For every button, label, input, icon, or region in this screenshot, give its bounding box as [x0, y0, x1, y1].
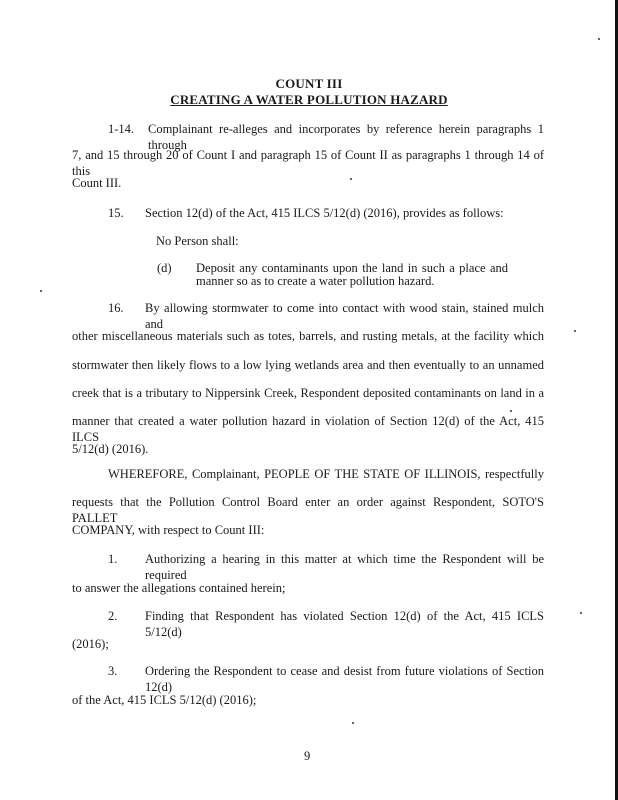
relief-item-number: 1.: [108, 552, 118, 566]
paragraph-number: 15.: [108, 206, 124, 220]
relief-item-text: Authorizing a hearing in this matter at which time the Respondent will be required: [145, 552, 544, 582]
quote-sub-label: (d): [157, 261, 172, 275]
paragraph-text: other miscellaneous materials such as totes, barrels, and rusting metals, at the facility which: [72, 329, 544, 343]
paragraph-text: 7, and 15 through 20 of Count I and paragraph 15 of Count II as paragraphs 1 through 14 of this: [72, 148, 544, 178]
page-number: 9: [304, 749, 311, 763]
wherefore-text: requests that the Pollution Control Board enter an order against Respondent, SOTO'S PALLET: [72, 495, 544, 525]
paragraph-number: 1-14.: [108, 122, 135, 136]
scan-speck: [40, 290, 42, 292]
quote-text: manner so as to create a water pollution hazard.: [196, 274, 435, 288]
scan-speck: [574, 330, 576, 332]
count-title: COUNT III: [275, 76, 343, 91]
scan-speck: [580, 612, 582, 614]
paragraph-text: Section 12(d) of the Act, 415 ILCS 5/12(d) (2016), provides as follows:: [145, 206, 504, 220]
relief-item-number: 2.: [108, 609, 118, 623]
paragraph-text: Count III.: [72, 176, 122, 190]
relief-item-text: to answer the allegations contained herein;: [72, 581, 286, 595]
relief-item-text: Finding that Respondent has violated Section 12(d) of the Act, 415 ICLS 5/12(d): [145, 609, 544, 639]
paragraph-number: 16.: [108, 301, 124, 315]
scan-speck: [350, 178, 352, 180]
relief-item-number: 3.: [108, 664, 118, 678]
paragraph-text: Complainant re-alleges and incorporates by reference herein paragraphs 1 through: [148, 122, 544, 152]
paragraph-text: manner that created a water pollution hazard in violation of Section 12(d) of the Act, 415 ILCS: [72, 414, 544, 444]
wherefore-text: WHEREFORE, Complainant, PEOPLE OF THE STATE OF ILLINOIS, respectfully: [108, 467, 544, 481]
quote-intro: No Person shall:: [156, 234, 239, 248]
scan-speck: [352, 722, 354, 724]
scan-speck: [510, 410, 512, 412]
paragraph-text: creek that is a tributary to Nippersink Creek, Respondent deposited contaminants on land in a: [72, 386, 544, 400]
paragraph-text: 5/12(d) (2016).: [72, 442, 149, 456]
paragraph-text: stormwater then likely flows to a low lying wetlands area and then eventually to an unnamed: [72, 358, 544, 372]
relief-item-text: (2016);: [72, 637, 109, 651]
wherefore-text: COMPANY, with respect to Count III:: [72, 523, 265, 537]
relief-item-text: Ordering the Respondent to cease and desist from future violations of Section 12(d): [145, 664, 544, 694]
quote-text: Deposit any contaminants upon the land in such a place and: [196, 261, 508, 275]
count-subtitle: CREATING A WATER POLLUTION HAZARD: [170, 92, 448, 107]
scan-speck: [598, 38, 600, 40]
relief-item-text: of the Act, 415 ICLS 5/12(d) (2016);: [72, 693, 257, 707]
paragraph-text: By allowing stormwater to come into contact with wood stain, stained mulch and: [145, 301, 544, 331]
